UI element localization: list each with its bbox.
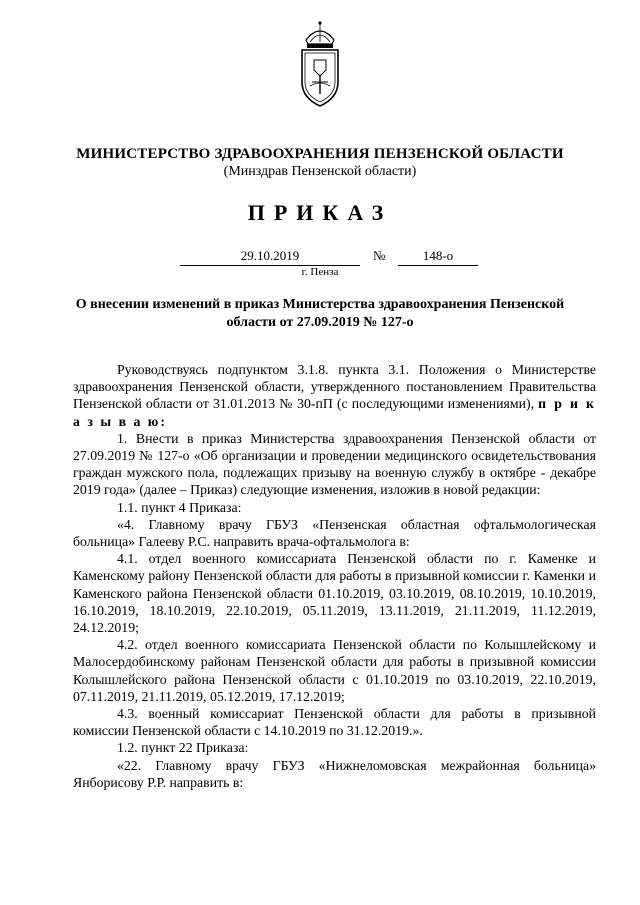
paragraph-1-1: 1.1. пункт 4 Приказа: [117,499,242,515]
paragraph-4: «4. Главному врачу ГБУЗ «Пензенская областная офтальмологическая больница» Галееву Р.С. направить врача-офтальмолога в: [73,516,596,550]
paragraph-1-2: 1.2. пункт 22 Приказа: [117,740,249,756]
document-body [73,361,596,791]
document-type-title: ПРИКАЗ [247,200,393,225]
intro-order-phrase: п р и к а з ы в а ю: [73,396,596,429]
city-name: г. Пенза [301,266,339,278]
coat-of-arms-emblem [296,20,344,110]
paragraph-4-3: 4.3. военный комиссариат Пензенской области для работы в призывной комиссии Пензенской области с 14.10.2019 по 31.12.2019.». [73,706,596,739]
order-number: 148-о [398,248,478,266]
paragraph-4-1: 4.1. отдел военного комиссариата Пензенской области по г. Каменке и Каменскому району Пензенской области для работы в призывной комиссии г. Каменки и Каменского района Пензенской области 01.10.2019, 03.10.2019, 08.10.2019, 10.10.2019, 16.10.2019, 18.10.2019, 22.10.2019, 05.11.2019, 13.11.2019, 21.11.2019, 11.12.2019, 24.12.2019; [73,551,596,636]
number-sign: № [373,248,386,263]
paragraph-22: «22. Главному врачу ГБУЗ «Нижнеломовская межрайонная больница» Янборисову Р.Р. направить в: [73,757,596,790]
intro-text: Руководствуясь подпунктом 3.1.8. пункта 3.1. Положения о Министерстве здравоохранения Пензенской области, утвержденного постановлением Правительства Пензенской области от 31.01.2013 № 30-пП (с последующими изменениями), [73,362,596,412]
order-date: 29.10.2019 [180,248,360,266]
intro-paragraph [73,361,596,430]
paragraph-1: 1. Внести в приказ Министерства здравоохранения Пензенской области от 27.09.2019 № 127-о «Об организации и проведении медицинского освидетельствования граждан мужского пола, подлежащих призыву на военную службу в октябре - декабре 2019 года» (далее – Приказ) следующие изменения, изложив в новой редакции: [73,430,596,498]
paragraph-4-2: 4.2. отдел военного комиссариата Пензенской области по Колышлейскому и Малосердобинскому районам Пензенской области для работы в призывной комиссии Колышлейского района Пензенской области с 01.10.2019 по 03.10.2019, 22.10.2019, 07.11.2019, 21.11.2019, 05.12.2019, 17.12.2019; [73,637,596,704]
ministry-short-name: (Минздрав Пензенской области) [223,164,417,179]
ministry-name: МИНИСТЕРСТВО ЗДРАВООХРАНЕНИЯ ПЕНЗЕНСКОЙ ОБЛАСТИ [76,146,564,162]
order-subject: О внесении изменений в приказ Министерства здравоохранения Пензенской области от 27.09.2019 № 127-о [75,297,565,330]
